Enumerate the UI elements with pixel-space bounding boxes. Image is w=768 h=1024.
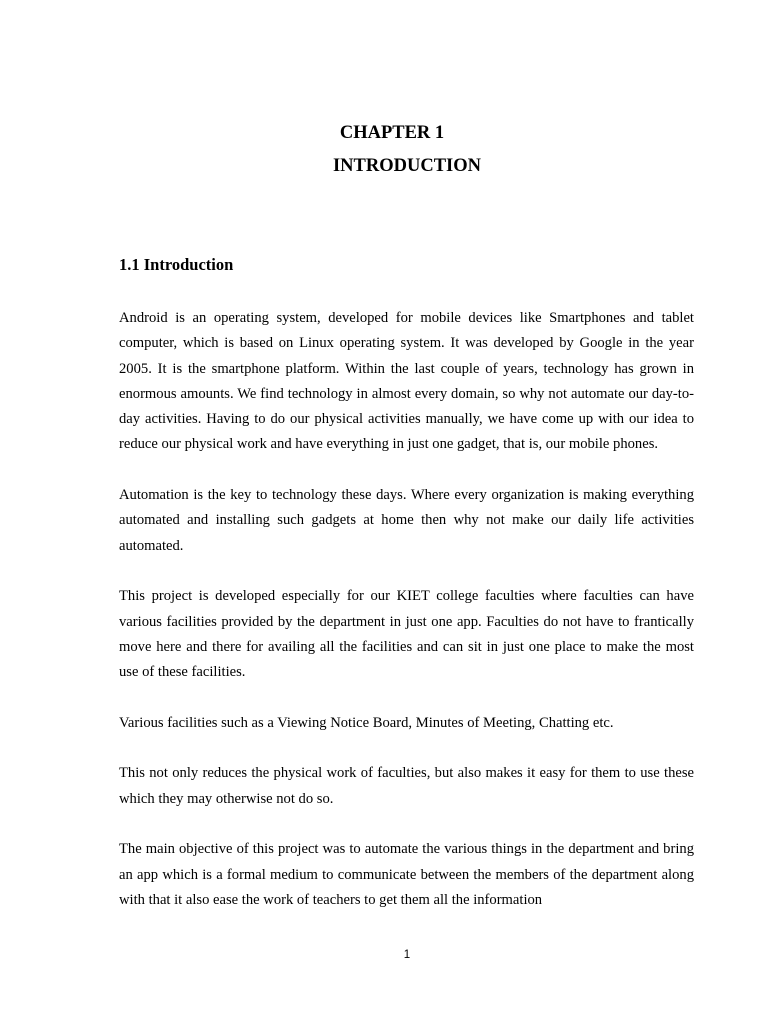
paragraph-6: The main objective of this project was to automate the various things in the department and bring an app which is a formal medium to communicate between the members of the department along with that it also ease the work of teachers to get them all the information — [119, 841, 694, 908]
paragraph-2: Automation is the key to technology these days. Where every organization is making everything automated and installing such gadgets at home then why not make our daily life activities automated. — [119, 487, 694, 554]
paragraph-3: This project is developed especially for our KIET college faculties where faculties can have various facilities provided by the department in just one app. Faculties do not have to frantically move here and there for availing all the facilities and can sit in just one place to make the most use of these facilities. — [119, 588, 694, 681]
paragraph-4: Various facilities such as a Viewing Notice Board, Minutes of Meeting, Chatting etc. — [119, 714, 614, 731]
chapter-number: CHAPTER 1 — [339, 123, 445, 143]
page-number: 1 — [403, 949, 411, 961]
paragraph-5: This not only reduces the physical work of faculties, but also makes it easy for them to use these which they may otherwise not do so. — [119, 765, 694, 807]
section-heading: 1.1 Introduction — [119, 255, 234, 274]
body-text — [119, 306, 694, 938]
paragraph-1: Android is an operating system, developed for mobile devices like Smartphones and tablet computer, which is based on Linux operating system. It was developed by Google in the year 2005. It is the smartphone platform. Within the last couple of years, technology has grown in enormous amounts. We find technology in almost every domain, so why not automate our day-to-day activities. Having to do our physical activities manually, we have come up with our idea to reduce our physical work and have everything in just one gadget, that is, our mobile phones. — [119, 310, 694, 453]
chapter-title: INTRODUCTION — [332, 156, 482, 176]
